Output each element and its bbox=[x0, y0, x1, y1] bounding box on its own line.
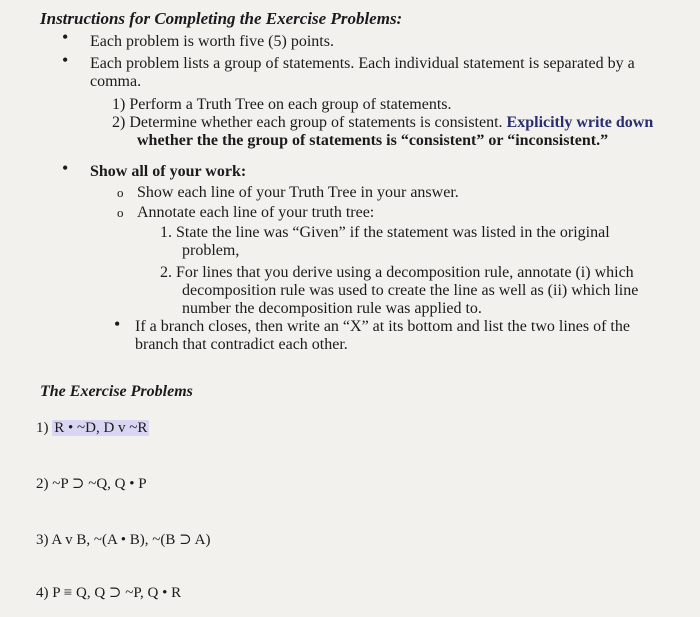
problem-1 bbox=[36, 420, 149, 437]
step-consistency-bold: Explicitly write down bbox=[506, 114, 654, 131]
bullet-icon: • bbox=[62, 27, 69, 47]
sub-show-lines: Show each line of your Truth Tree in your answer. bbox=[137, 184, 459, 201]
step-consistency-line2: whether the the group of statements is “consistent” or “inconsistent.” bbox=[137, 132, 609, 149]
problem-1-statements: R • ~D, D v ~R bbox=[54, 420, 148, 436]
branch-close-line1: If a branch closes, then write an “X” at its bottom and list the two lines of the bbox=[135, 318, 630, 335]
show-work-heading: Show all of your work: bbox=[90, 163, 247, 180]
step-consistency-line1 bbox=[112, 114, 653, 132]
problem-3: 3) A v B, ~(A • B), ~(B ⊃ A) bbox=[36, 532, 211, 548]
bullet-icon: • bbox=[62, 158, 69, 178]
numbered-given-line2: problem, bbox=[182, 242, 240, 259]
numbered-derive-line1: 2. For lines that you derive using a decomposition rule, annotate (i) which bbox=[160, 264, 634, 281]
bullet-points-worth: Each problem is worth five (5) points. bbox=[90, 33, 334, 50]
numbered-derive-line2: decomposition rule was used to create the line as well as (ii) which line bbox=[182, 282, 639, 299]
step-consistency-text: 2) Determine whether each group of statements is consistent. bbox=[112, 114, 503, 131]
numbered-derive-line3: number the decomposition rule was applied to. bbox=[182, 300, 482, 317]
problem-4: 4) P ≡ Q, Q ⊃ ~P, Q • R bbox=[36, 585, 182, 601]
step-truth-tree: 1) Perform a Truth Tree on each group of statements. bbox=[112, 96, 452, 113]
circle-bullet-icon: o bbox=[117, 205, 124, 220]
bullet-statements-line1: Each problem lists a group of statements. Each individual statement is separated by a bbox=[90, 55, 635, 72]
bullet-icon: • bbox=[114, 314, 121, 334]
problem-2: 2) ~P ⊃ ~Q, Q • P bbox=[36, 476, 147, 492]
circle-bullet-icon: o bbox=[117, 185, 124, 200]
branch-close-line2: branch that contradict each other. bbox=[135, 336, 348, 353]
exercise-title: The Exercise Problems bbox=[40, 383, 193, 400]
problem-1-number: 1) bbox=[36, 420, 49, 436]
instructions-title: Instructions for Completing the Exercise Problems: bbox=[40, 9, 403, 28]
bullet-icon: • bbox=[62, 50, 69, 70]
sub-annotate: Annotate each line of your truth tree: bbox=[137, 204, 375, 221]
numbered-given-line1: 1. State the line was “Given” if the statement was listed in the original bbox=[160, 224, 610, 241]
bullet-statements-line2: comma. bbox=[90, 73, 142, 90]
